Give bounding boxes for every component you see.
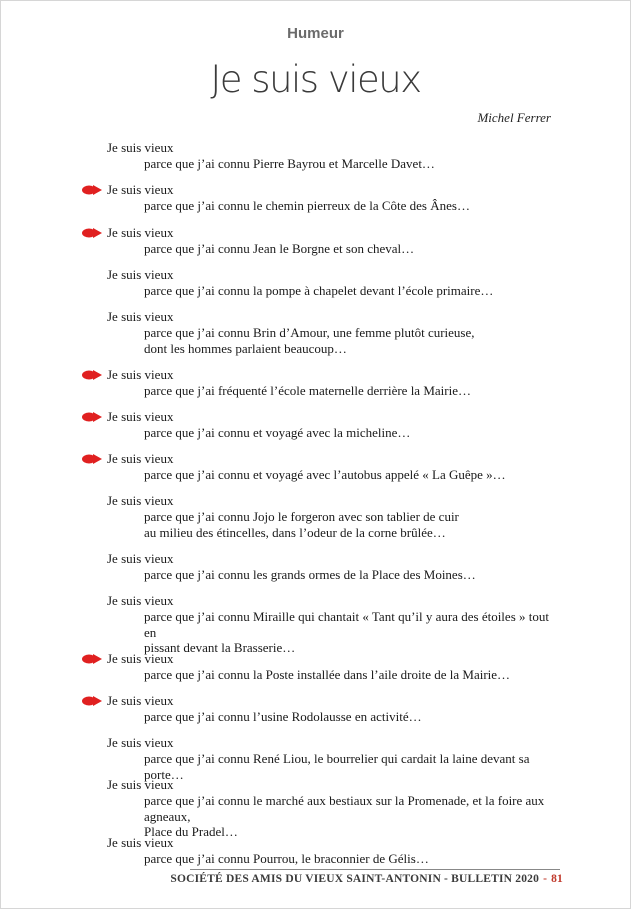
red-arrow-marker-icon <box>81 411 103 423</box>
section-label: Humeur <box>287 25 344 42</box>
footer-separator: - <box>543 873 548 885</box>
red-arrow-marker-icon <box>81 653 103 665</box>
stanza-text: parce que j’ai connu la pompe à chapelet devant l’école primaire… <box>144 283 494 298</box>
stanza-text: parce que j’ai connu le marché aux bestiaux sur la Promenade, et la foire aux agneaux, Place du Pradel… <box>144 793 545 839</box>
stanza-refrain: Je suis vieux <box>107 409 174 424</box>
stanza-refrain: Je suis vieux <box>107 693 174 708</box>
stanza-text: parce que j’ai connu les grands ormes de la Place des Moines… <box>144 567 476 582</box>
stanza-text: parce que j’ai connu Jojo le forgeron avec son tablier de cuir au milieu des étincelles, dans l’odeur de la corne brûlée… <box>144 509 459 540</box>
stanza-text: parce que j’ai connu René Liou, le bourrelier qui cardait la laine devant sa porte… <box>144 751 530 782</box>
stanza-text: parce que j’ai connu et voyagé avec la micheline… <box>144 425 411 440</box>
stanza-refrain: Je suis vieux <box>107 309 174 324</box>
stanza-text: parce que j’ai connu l’usine Rodolausse en activité… <box>144 709 422 724</box>
page-title: Je suis vieux <box>210 58 421 101</box>
red-arrow-marker-icon <box>81 695 103 707</box>
stanza-refrain: Je suis vieux <box>107 593 174 608</box>
footer-text: SOCIÉTÉ DES AMIS DU VIEUX SAINT-ANTONIN - BULLETIN 2020 <box>170 873 540 885</box>
stanza-refrain: Je suis vieux <box>107 551 174 566</box>
stanza-refrain: Je suis vieux <box>107 140 174 155</box>
stanza-refrain: Je suis vieux <box>107 225 174 240</box>
stanza-text: parce que j’ai connu Miraille qui chantait « Tant qu’il y aura des étoiles » tout en pissant devant la Brasserie… <box>144 609 549 655</box>
stanza-refrain: Je suis vieux <box>107 367 174 382</box>
stanza-text: parce que j’ai connu le chemin pierreux de la Côte des Ânes… <box>144 198 470 213</box>
author-name: Michel Ferrer <box>477 110 551 125</box>
footer <box>0 873 631 885</box>
stanza-refrain: Je suis vieux <box>107 182 174 197</box>
stanza-text: parce que j’ai connu Jean le Borgne et son cheval… <box>144 241 415 256</box>
stanza-text: parce que j’ai connu Pierre Bayrou et Marcelle Davet… <box>144 156 435 171</box>
stanza-refrain: Je suis vieux <box>107 777 174 792</box>
stanza-refrain: Je suis vieux <box>107 451 174 466</box>
stanza-refrain: Je suis vieux <box>107 493 174 508</box>
footer-rule <box>190 869 560 870</box>
page-number: 81 <box>551 873 563 885</box>
stanza-text: parce que j’ai connu et voyagé avec l’autobus appelé « La Guêpe »… <box>144 467 506 482</box>
stanza-text: parce que j’ai connu la Poste installée dans l’aile droite de la Mairie… <box>144 667 511 682</box>
stanza-text: parce que j’ai connu Pourrou, le braconnier de Gélis… <box>144 851 429 866</box>
stanza-refrain: Je suis vieux <box>107 835 174 850</box>
red-arrow-marker-icon <box>81 369 103 381</box>
stanza-refrain: Je suis vieux <box>107 267 174 282</box>
stanza-text: parce que j’ai fréquenté l’école maternelle derrière la Mairie… <box>144 383 471 398</box>
red-arrow-marker-icon <box>81 453 103 465</box>
stanza-refrain: Je suis vieux <box>107 735 174 750</box>
red-arrow-marker-icon <box>81 184 103 196</box>
red-arrow-marker-icon <box>81 227 103 239</box>
stanza-refrain: Je suis vieux <box>107 651 174 666</box>
stanza-text: parce que j’ai connu Brin d’Amour, une femme plutôt curieuse, dont les hommes parlaient beaucoup… <box>144 325 475 356</box>
